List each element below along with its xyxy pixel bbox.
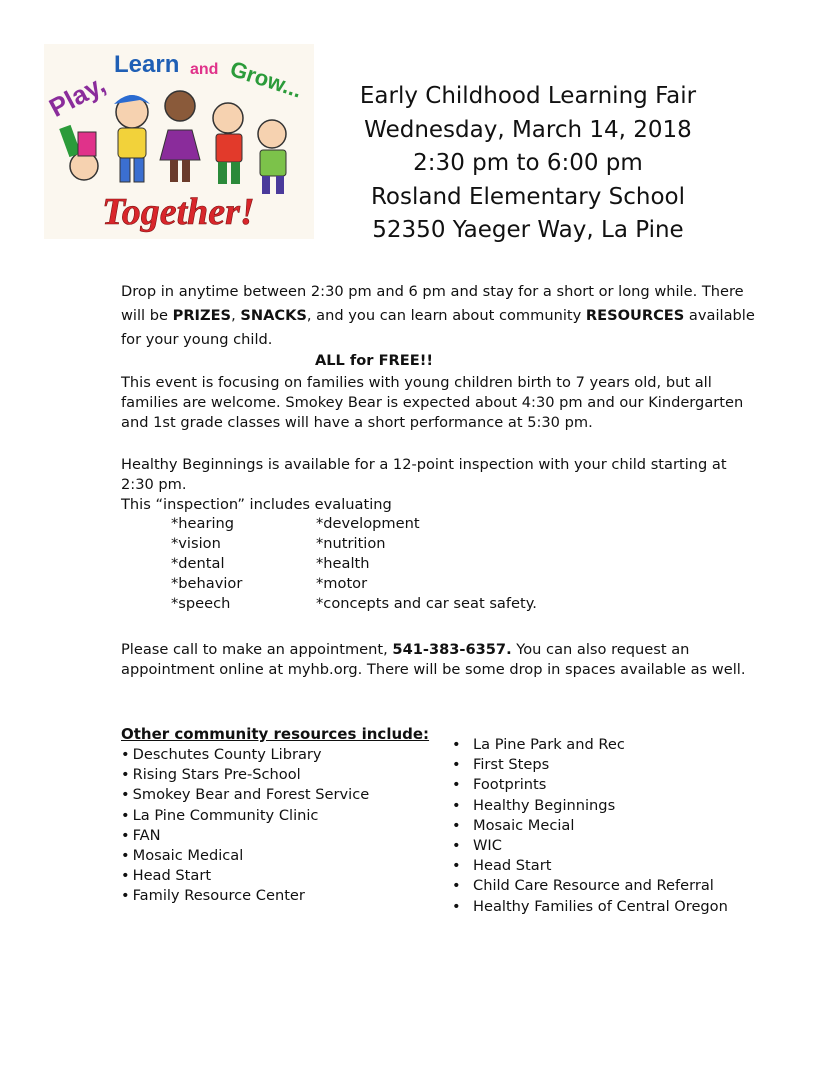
resources-list-right xyxy=(452,735,728,917)
resources-list-left xyxy=(121,745,369,907)
list-item: • Healthy Families of Central Oregon xyxy=(452,897,728,917)
list-item: • Rising Stars Pre-School xyxy=(121,765,369,785)
focus-paragraph: This event is focusing on families with young children birth to 7 years old, but all families are welcome. Smokey Bear is expected about 4:30 pm and our Kindergarten and 1st grade classes will have a short performance at 5:30 pm. xyxy=(121,374,744,431)
appointment-text-b: You can also request an appointment online at myhb.org. There will be some drop in spaces available as well. xyxy=(121,641,746,678)
list-item: • Healthy Beginnings xyxy=(452,796,728,816)
list-item: • Child Care Resource and Referral xyxy=(452,876,728,896)
logo-word-play: Play, xyxy=(44,68,111,123)
event-time: 2:30 pm to 6:00 pm xyxy=(413,150,643,176)
logo-word-together: Together! xyxy=(102,191,255,233)
event-header xyxy=(318,80,738,248)
inspection-item: *vision xyxy=(171,535,221,552)
inspection-item: *dental xyxy=(171,555,225,572)
list-item: • Head Start xyxy=(452,856,728,876)
inspection-list xyxy=(171,514,537,614)
list-item: • La Pine Community Clinic xyxy=(121,806,369,826)
inspection-item: *health xyxy=(316,555,370,572)
inspection-item: *development xyxy=(316,515,420,532)
event-venue: Rosland Elementary School xyxy=(370,183,686,210)
inspection-row xyxy=(171,534,537,554)
list-item: • Mosaic Medical xyxy=(121,846,369,866)
intro-snacks: SNACKS xyxy=(240,307,307,324)
inspection-line-1: Healthy Beginnings is available for a 12-point inspection with your child starting at 2:30 pm. xyxy=(121,456,727,493)
appointment-paragraph xyxy=(121,640,761,680)
list-item: • Smokey Bear and Forest Service xyxy=(121,785,369,805)
list-item: • First Steps xyxy=(452,755,728,775)
inspection-item: *speech xyxy=(171,595,231,612)
play-learn-grow-logo xyxy=(44,44,314,239)
inspection-item: *behavior xyxy=(171,575,243,592)
intro-prizes: PRIZES xyxy=(172,307,232,324)
inspection-item: *nutrition xyxy=(316,535,386,552)
list-item: • Family Resource Center xyxy=(121,886,369,906)
list-item: • Mosaic Mecial xyxy=(452,816,728,836)
inspection-row xyxy=(171,574,537,594)
event-title: Early Childhood Learning Fair xyxy=(359,83,697,109)
list-item: • Deschutes County Library xyxy=(121,745,369,765)
appointment-text-a: Please call to make an appointment, xyxy=(121,641,393,658)
appointment-phone: 541-383-6357. xyxy=(392,641,512,658)
free-banner: ALL for FREE!! xyxy=(314,352,434,369)
inspection-row xyxy=(171,554,537,574)
list-item: • Head Start xyxy=(121,866,369,886)
intro-text-b: , xyxy=(231,307,241,324)
resources-heading: Other community resources include: xyxy=(121,725,430,743)
intro-text-a: Drop in anytime between 2:30 pm and 6 pm and stay for a short or long while. There will be xyxy=(121,283,744,324)
inspection-item: *motor xyxy=(316,575,368,592)
inspection-item: *concepts and car seat safety. xyxy=(316,595,537,612)
logo-word-and: and xyxy=(190,61,219,78)
intro-text-c: , and you can learn about community xyxy=(306,307,586,324)
list-item: • FAN xyxy=(121,826,369,846)
logo-word-grow: Grow... xyxy=(227,56,306,103)
logo-word-learn: Learn xyxy=(114,51,180,78)
list-item: • La Pine Park and Rec xyxy=(452,735,728,755)
inspection-line-2: This “inspection” includes evaluating xyxy=(121,496,392,513)
intro-text-d: available for your young child. xyxy=(121,307,755,348)
intro-resources: RESOURCES xyxy=(585,307,685,324)
list-item: • WIC xyxy=(452,836,728,856)
inspection-row xyxy=(171,594,537,614)
inspection-row xyxy=(171,514,537,534)
intro-paragraph xyxy=(121,280,761,352)
inspection-item: *hearing xyxy=(171,515,235,532)
inspection-paragraph xyxy=(121,455,761,515)
list-item: • Footprints xyxy=(452,775,728,795)
event-address: 52350 Yaeger Way, La Pine xyxy=(372,217,684,243)
event-date: Wednesday, March 14, 2018 xyxy=(364,116,692,143)
